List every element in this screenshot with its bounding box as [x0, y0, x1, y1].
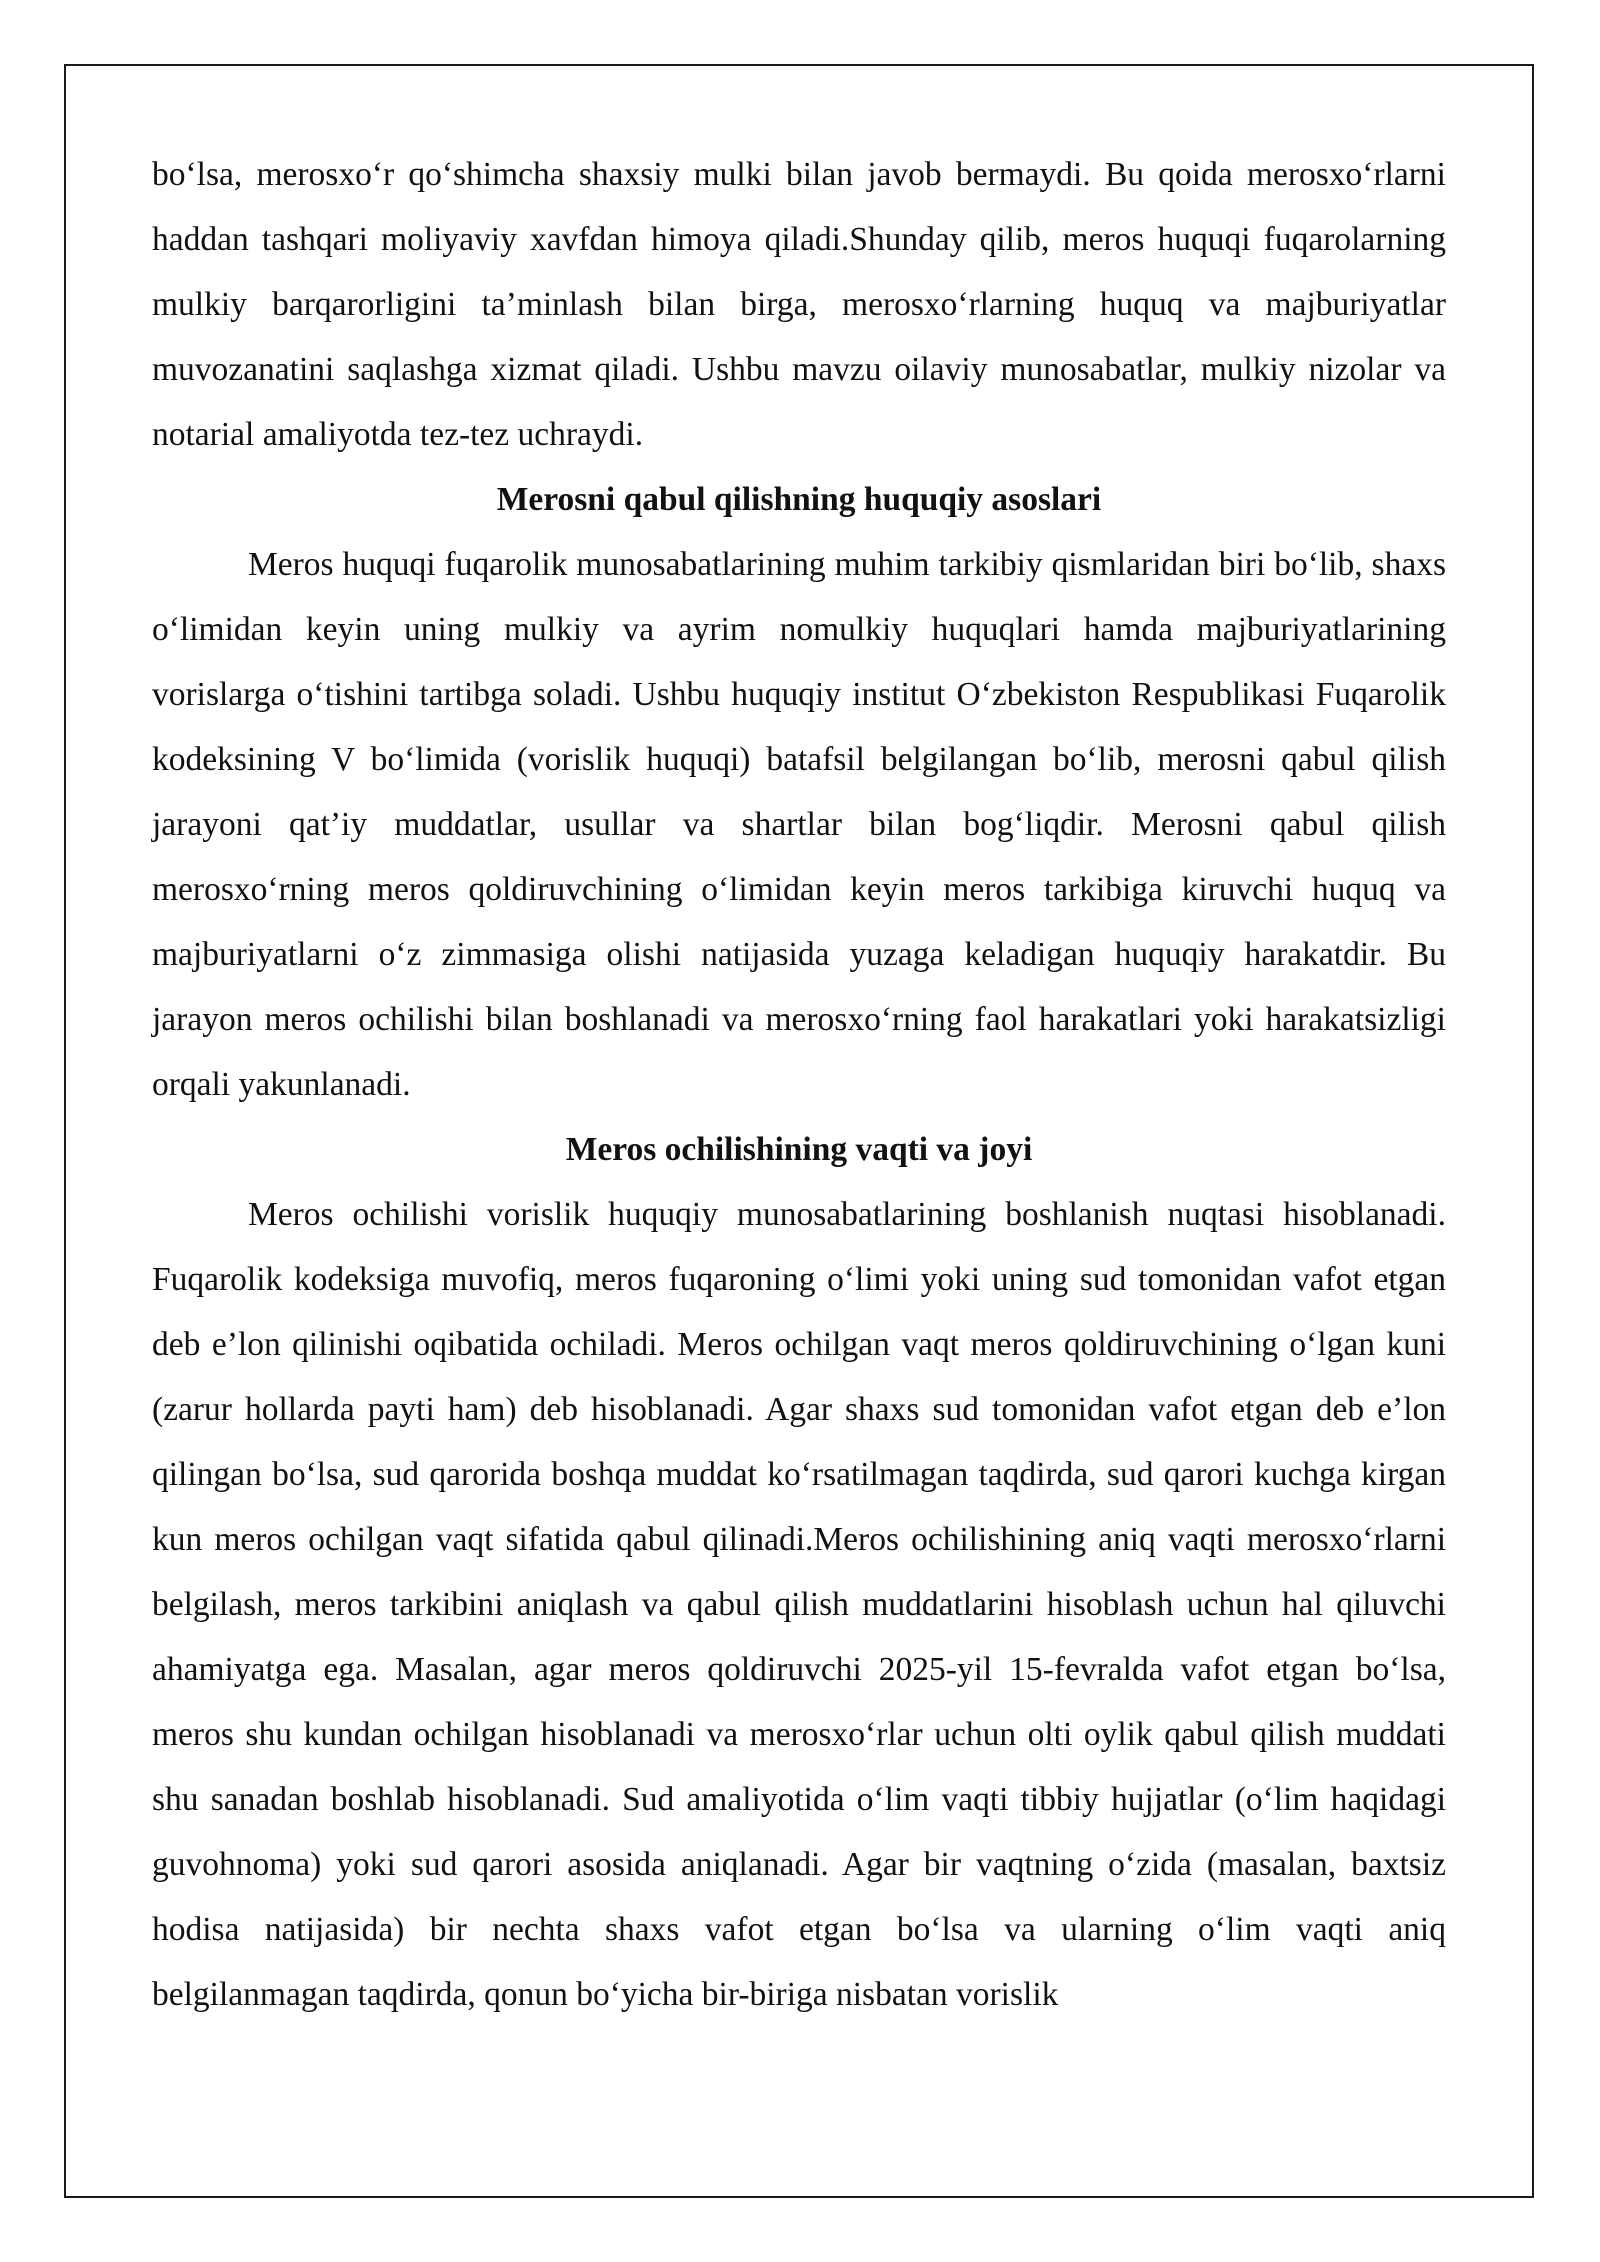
document-body	[152, 142, 1446, 2027]
paragraph-continuation: bo‘lsa, merosxo‘r qo‘shimcha shaxsiy mulki bilan javob bermaydi. Bu qoida merosxo‘rlarni haddan tashqari moliyaviy xavfdan himoya qiladi.Shunday qilib, meros huquqi fuqarolarning mulkiy barqarorligini ta’minlash bilan birga, merosxo‘rlarning huquq va majburiyatlar muvozanatini saqlashga xizmat qiladi. Ushbu mavzu oilaviy munosabatlar, mulkiy nizolar va notarial amaliyotda tez-tez uchraydi.	[152, 156, 1446, 453]
section-heading-opening: Meros ochilishining vaqti va joyi	[565, 1131, 1033, 1168]
paragraph-inheritance-law: Meros huquqi fuqarolik munosabatlarining muhim tarkibiy qismlaridan biri bo‘lib, shaxs o‘limidan keyin uning mulkiy va ayrim nomulkiy huquqlari hamda majburiyatlarining vorislarga o‘tishini tartibga soladi. Ushbu huquqiy institut O‘zbekiston Respublikasi Fuqarolik kodeksining V bo‘limida (vorislik huquqi) batafsil belgilangan bo‘lib, merosni qabul qilish jarayoni qat’iy muddatlar, usullar va shartlar bilan bog‘liqdir. Merosni qabul qilish merosxo‘rning meros qoldiruvchining o‘limidan keyin meros tarkibiga kiruvchi huquq va majburiyatlarni o‘z zimmasiga olishi natijasida yuzaga keladigan huquqiy harakatdir. Bu jarayon meros ochilishi bilan boshlanadi va merosxo‘rning faol harakatlari yoki harakatsizligi orqali yakunlanadi.	[152, 546, 1446, 1103]
paragraph-inheritance-opening: Meros ochilishi vorislik huquqiy munosabatlarining boshlanish nuqtasi hisoblanadi. Fuqarolik kodeksiga muvofiq, meros fuqaroning o‘limi yoki uning sud tomonidan vafot etgan deb e’lon qilinishi oqibatida ochiladi. Meros ochilgan vaqt meros qoldiruvchining o‘lgan kuni (zarur hollarda payti ham) deb hisoblanadi. Agar shaxs sud tomonidan vafot etgan deb e’lon qilingan bo‘lsa, sud qarorida boshqa muddat ko‘rsatilmagan taqdirda, sud qarori kuchga kirgan kun meros ochilgan vaqt sifatida qabul qilinadi.Meros ochilishining aniq vaqti merosxo‘rlarni belgilash, meros tarkibini aniqlash va qabul qilish muddatlarini hisoblash uchun hal qiluvchi ahamiyatga ega. Masalan, agar meros qoldiruvchi 2025-yil 15-fevralda vafot etgan bo‘lsa, meros shu kundan ochilgan hisoblanadi va merosxo‘rlar uchun olti oylik qabul qilish muddati shu sanadan boshlab hisoblanadi. Sud amaliyotida o‘lim vaqti tibbiy hujjatlar (o‘lim haqidagi guvohnoma) yoki sud qarori asosida aniqlanadi. Agar bir vaqtning o‘zida (masalan, baxtsiz hodisa natijasida) bir nechta shaxs vafot etgan bo‘lsa va ularning o‘lim vaqti aniq belgilanmagan taqdirda, qonun bo‘yicha bir-biriga nisbatan vorislik	[152, 1196, 1446, 2013]
section-heading-acceptance: Merosni qabul qilishning huquqiy asoslari	[496, 481, 1102, 518]
